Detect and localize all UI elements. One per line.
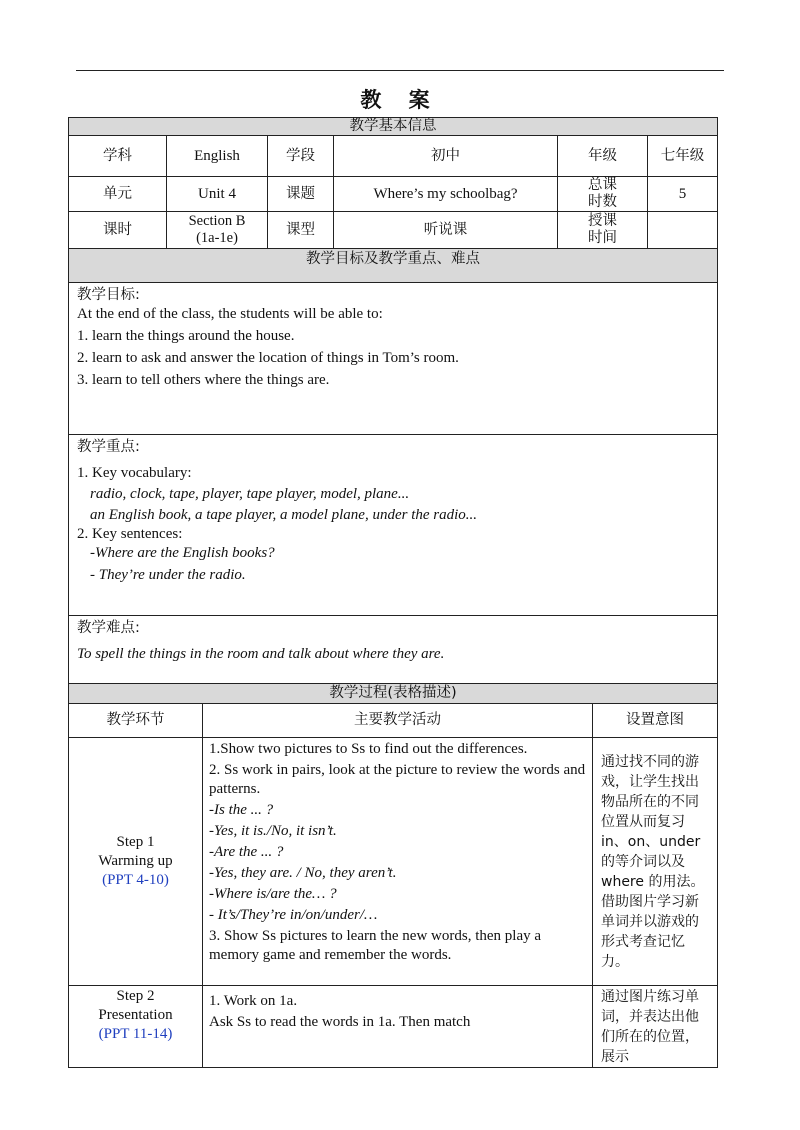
step-2-activities xyxy=(203,986,593,1068)
step-2-ppt-ref: (PPT 11-14) xyxy=(98,1026,173,1042)
difficulty-cell xyxy=(69,616,718,684)
step-1-intent: 通过找不同的游戏，让学生找出物品所在的不同位置从而复习 in、on、under 的等介词以及 where 的用法。借助图片学习新单词并以游戏的形式考查记忆力。 xyxy=(593,738,718,986)
key-points-cell xyxy=(69,435,718,616)
subject-label: 学科 xyxy=(69,136,167,177)
step-2-name: Presentation xyxy=(98,1007,173,1023)
subject-value: English xyxy=(167,136,268,177)
step-1-activities xyxy=(203,738,593,986)
activity-line: -Where is/are the… ? xyxy=(209,886,337,902)
total-hours-value: 5 xyxy=(648,177,718,212)
activity-line: -Are the ... ? xyxy=(209,844,284,860)
process-header: 教学过程(表格描述) xyxy=(69,684,718,704)
key-vocab-line: an English book, a tape player, a model plane, under the radio... xyxy=(90,507,478,523)
activity-line: 2. Ss work in pairs, look at the picture to review the words and patterns. xyxy=(209,762,586,797)
intent-column-header: 设置意图 xyxy=(593,704,718,738)
topic-value: Where’s my schoolbag? xyxy=(334,177,558,212)
lesson-type-value: 听说课 xyxy=(334,212,558,249)
step-1-cell xyxy=(69,738,203,986)
key-sentences-heading: 2. Key sentences: xyxy=(77,526,183,542)
total-hours-label: 总课 时数 xyxy=(558,177,648,212)
topic-label: 课题 xyxy=(268,177,334,212)
activity-line: 1.Show two pictures to Ss to find out the differences. xyxy=(209,741,528,757)
activity-column-header: 主要教学活动 xyxy=(203,704,593,738)
key-sentence-line: - They’re under the radio. xyxy=(90,567,246,583)
step-1-ppt-ref: (PPT 4-10) xyxy=(102,872,169,888)
step-1-number: Step 1 xyxy=(116,834,155,850)
stage-column-header: 教学环节 xyxy=(69,704,203,738)
objective-line: 3. learn to tell others where the things are. xyxy=(77,372,330,388)
grade-value: 七年级 xyxy=(648,136,718,177)
step-2-number: Step 2 xyxy=(116,988,155,1004)
period-value: Section B (1a-1e) xyxy=(167,212,268,249)
activity-line: Ask Ss to read the words in 1a. Then match xyxy=(209,1014,471,1030)
activity-line: -Is the ... ? xyxy=(209,802,274,818)
basic-info-header: 教学基本信息 xyxy=(69,118,718,136)
header-rule xyxy=(76,70,724,71)
grade-label: 年级 xyxy=(558,136,648,177)
step-1-name: Warming up xyxy=(98,853,173,869)
key-points-label: 教学重点: xyxy=(77,439,140,455)
lesson-plan-table xyxy=(68,117,718,1068)
objective-line: 1. learn the things around the house. xyxy=(77,328,295,344)
document-title: 教 案 xyxy=(360,88,440,112)
activity-line: -Yes, it is./No, it isn’t. xyxy=(209,823,337,839)
key-vocab-heading: 1. Key vocabulary: xyxy=(77,465,192,481)
activity-line: -Yes, they are. / No, they aren’t. xyxy=(209,865,397,881)
objective-line: At the end of the class, the students will be able to: xyxy=(77,306,383,322)
activity-line: - It’s/They’re in/on/under/… xyxy=(209,907,378,923)
period-label: 课时 xyxy=(69,212,167,249)
difficulty-label: 教学难点: xyxy=(77,620,140,636)
activity-line: 1. Work on 1a. xyxy=(209,993,298,1009)
lesson-type-label: 课型 xyxy=(268,212,334,249)
key-sentence-line: -Where are the English books? xyxy=(90,545,275,561)
stage-label: 学段 xyxy=(268,136,334,177)
teaching-time-value xyxy=(648,212,718,249)
objectives-cell xyxy=(69,283,718,435)
stage-value: 初中 xyxy=(334,136,558,177)
difficulty-text: To spell the things in the room and talk about where they are. xyxy=(77,646,445,662)
step-2-intent: 通过图片练习单词，并表达出他们所在的位置，展示 xyxy=(593,986,718,1068)
unit-value: Unit 4 xyxy=(167,177,268,212)
objectives-header: 教学目标及教学重点、难点 xyxy=(69,249,718,283)
step-2-cell xyxy=(69,986,203,1068)
teaching-time-label: 授课 时间 xyxy=(558,212,648,249)
objective-line: 2. learn to ask and answer the location of things in Tom’s room. xyxy=(77,350,459,366)
activity-line: 3. Show Ss pictures to learn the new words, then play a memory game and remember the words. xyxy=(209,928,542,963)
unit-label: 单元 xyxy=(69,177,167,212)
key-vocab-line: radio, clock, tape, player, tape player, model, plane... xyxy=(90,486,410,502)
objectives-label: 教学目标: xyxy=(77,287,140,303)
